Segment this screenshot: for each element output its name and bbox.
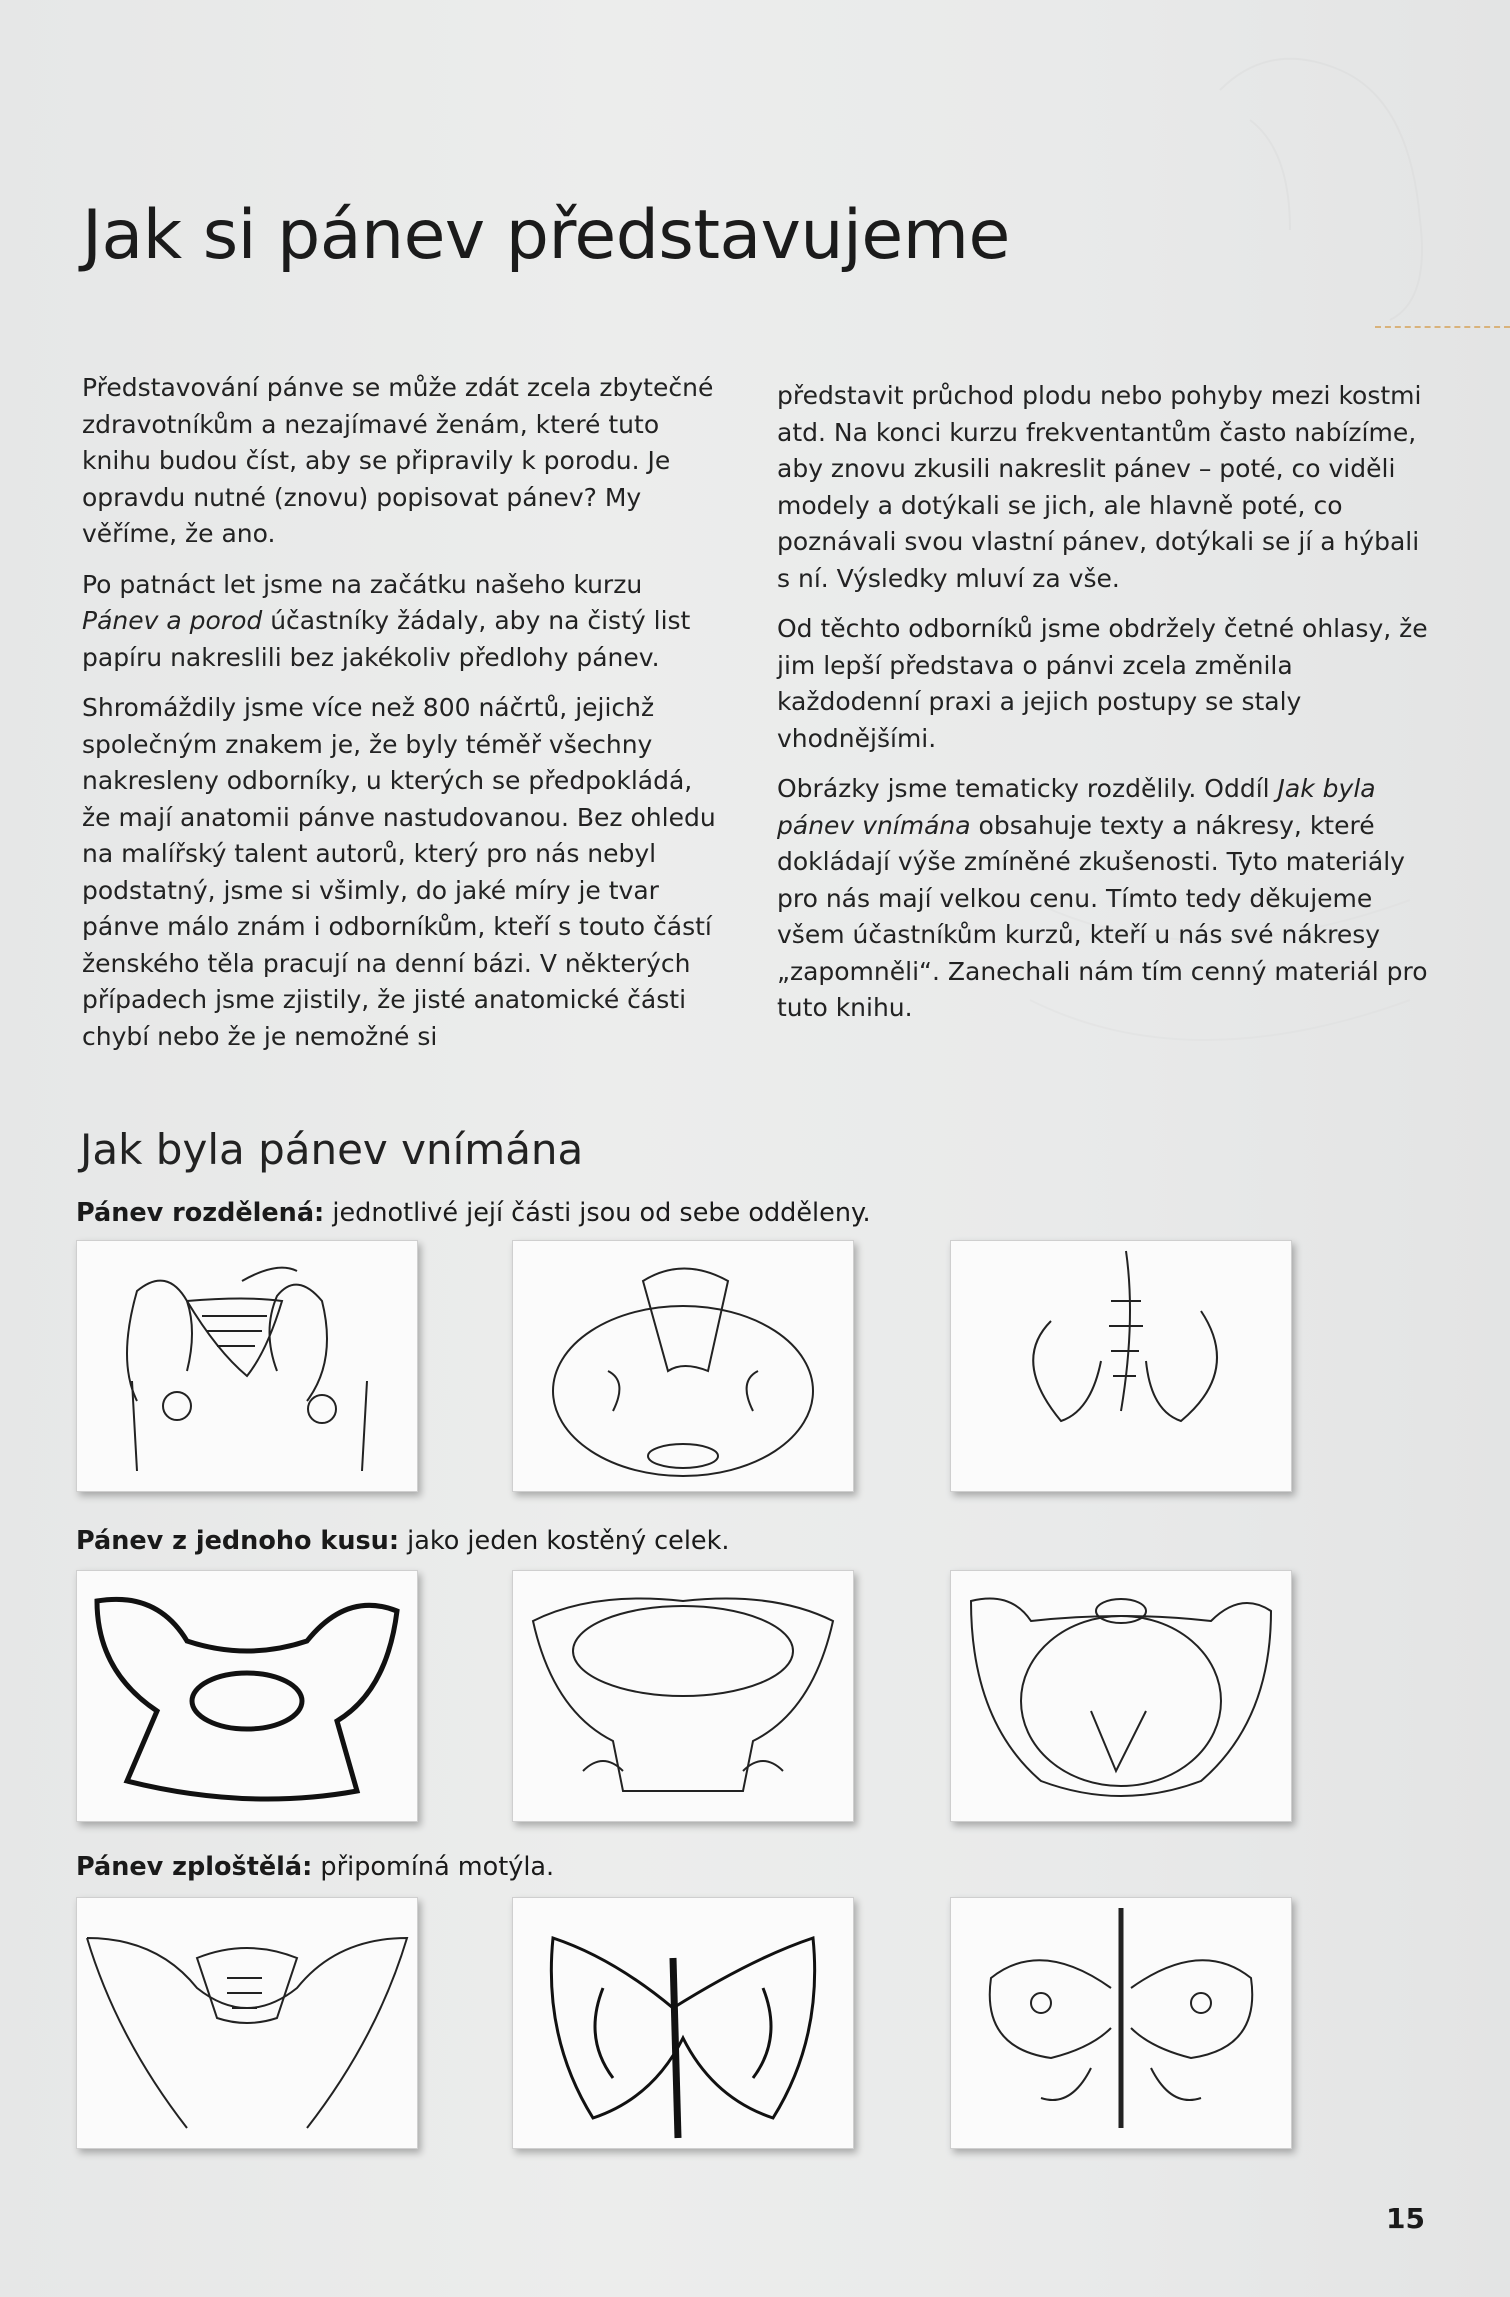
- pelvis-sketch-one-piece-1: [76, 1570, 418, 1822]
- paragraph-4: představit průchod plodu nebo pohyby mezi kostmi atd. Na konci kurzu frekventantům často nabízíme, aby znovu zkusili nakreslit pánev – poté, co viděli modely a dotýkali se jich, ale hlavně poté, co poznávali svou vlastní pánev, dotýkali se jí a hýbali s ní. Výsledky mluví za vše.: [777, 381, 1422, 593]
- section-title: Jak byla pánev vnímána: [80, 1125, 584, 1174]
- decorative-dash-line: [1375, 326, 1510, 328]
- page-title: Jak si pánev představujeme: [82, 196, 1010, 275]
- pelvis-sketch-divided-3: [950, 1240, 1292, 1492]
- category-divided: Pánev rozdělená: jednotlivé její části jsou od sebe odděleny.: [76, 1198, 871, 1228]
- pelvis-sketch-divided-2: [512, 1240, 854, 1492]
- paragraph-3: Shromáždily jsme více než 800 náčrtů, jejichž společným znakem je, že byly téměř všechny nakresleny odborníky, u kterých se předpokládá, že mají anatomii pánve nastudovanou. Bez ohledu na malířský talent autorů, který pro nás nebyl podstatný, jsme si všimly, do jaké míry je tvar pánve málo znám i odborníkům, kteří s touto částí ženského těla pracují na denní bázi. V některých případech jsme zjistily, že jisté anatomické části chybí nebo že je nemožné si: [82, 693, 716, 1051]
- pelvis-sketch-one-piece-2: [512, 1570, 854, 1822]
- pelvis-sketch-flattened-1: [76, 1897, 418, 2149]
- page-number: 15: [1386, 2202, 1425, 2235]
- pelvis-sketch-flattened-2: [512, 1897, 854, 2149]
- pelvis-sketch-divided-1: [76, 1240, 418, 1492]
- paragraph-1: Představování pánve se může zdát zcela zbytečné zdravotníkům a nezajímavé ženám, které tuto knihu budou číst, aby se připravily k porodu. Je opravdu nutné (znovu) popisovat pánev? My věříme, že ano.: [82, 373, 714, 548]
- pelvis-sketch-one-piece-3: [950, 1570, 1292, 1822]
- intro-column-left: [82, 370, 722, 1069]
- intro-column-right: [777, 378, 1437, 1041]
- category-flattened: Pánev zploštělá: připomíná motýla.: [76, 1852, 555, 1882]
- category-one-piece: Pánev z jednoho kusu: jako jeden kostěný celek.: [76, 1526, 730, 1556]
- paragraph-5: Od těchto odborníků jsme obdržely četné ohlasy, že jim lepší představa o pánvi zcela změnila každodenní praxi a jejich postupy se staly vhodnějšími.: [777, 614, 1428, 753]
- pelvis-sketch-flattened-3: [950, 1897, 1292, 2149]
- paragraph-6: Obrázky jsme tematicky rozdělily. Oddíl Jak byla pánev vnímána obsahuje texty a nákresy, které dokládají výše zmíněné zkušenosti. Tyto materiály pro nás mají velkou cenu. Tímto tedy děkujeme všem účastníkům kurzů, kteří u nás své nákresy „zapomněli“. Zanechali nám tím cenný materiál pro tuto knihu.: [777, 774, 1428, 1022]
- paragraph-2: Po patnáct let jsme na začátku našeho kurzu Pánev a porod účastníky žádaly, aby na čistý list papíru nakreslili bez jakékoliv předlohy pánev.: [82, 569, 691, 672]
